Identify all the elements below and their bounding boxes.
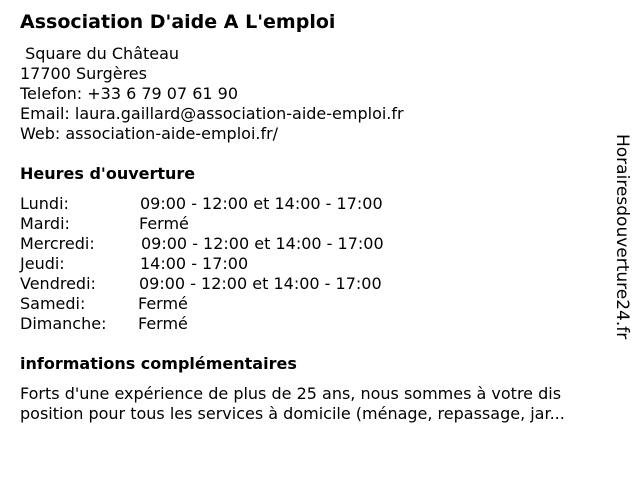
- time-value: 09:00 - 12:00 et 14:00 - 17:00: [139, 274, 382, 293]
- hours-heading: Heures d'ouverture: [20, 164, 196, 183]
- time-value: Fermé: [138, 314, 188, 333]
- business-name: Association D'aide A L'emploi: [20, 11, 336, 33]
- time-value: Fermé: [139, 214, 189, 233]
- day-label: Vendredi:: [20, 274, 96, 293]
- day-label: Dimanche:: [20, 314, 107, 333]
- info-line-2: position pour tous les services à domicile (ménage, repassage, jar...: [20, 404, 565, 423]
- street-address: Square du Château: [20, 44, 180, 63]
- info-line-1: Forts d'une expérience de plus de 25 ans, nous sommes à votre dis: [20, 384, 562, 403]
- info-description: [20, 384, 625, 424]
- web-line[interactable]: Web: association-aide-emploi.fr/: [20, 124, 279, 143]
- contact-block: [20, 44, 404, 144]
- email-line[interactable]: Email: laura.gaillard@association-aide-emploi.fr: [20, 104, 404, 123]
- info-heading: informations complémentaires: [20, 354, 297, 373]
- day-label: Mercredi:: [20, 234, 95, 253]
- day-label: Mardi:: [20, 214, 70, 233]
- time-value: 09:00 - 12:00 et 14:00 - 17:00: [141, 234, 384, 253]
- time-value: 14:00 - 17:00: [140, 254, 249, 273]
- day-label: Jeudi:: [20, 254, 65, 273]
- time-value: Fermé: [138, 294, 188, 313]
- time-value: 09:00 - 12:00 et 14:00 - 17:00: [140, 194, 383, 213]
- day-label: Lundi:: [20, 194, 69, 213]
- phone-line[interactable]: Telefon: +33 6 79 07 61 90: [20, 84, 239, 103]
- brand-watermark: Horairesdouverture24.fr: [612, 134, 632, 340]
- city-address: 17700 Surgères: [20, 64, 147, 83]
- day-label: Samedi:: [20, 294, 86, 313]
